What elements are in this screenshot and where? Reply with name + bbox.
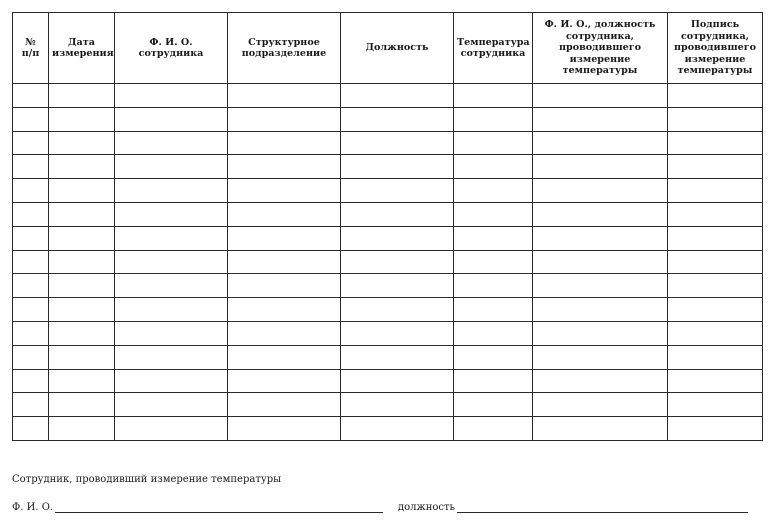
table-row <box>13 155 763 179</box>
column-header-temperature: Температура сотрудника <box>454 13 533 84</box>
table-cell[interactable] <box>115 107 228 131</box>
table-cell[interactable] <box>228 345 341 369</box>
fio-label: Ф. И. О. <box>12 502 54 513</box>
table-cell[interactable] <box>49 274 115 298</box>
table-cell[interactable] <box>668 250 763 274</box>
column-header-measurer-signature: Подпись сотрудника, проводившего измерение температуры <box>668 13 763 84</box>
table-cell[interactable] <box>13 84 49 108</box>
table-cell[interactable] <box>228 369 341 393</box>
table-cell[interactable] <box>454 131 533 155</box>
table-cell[interactable] <box>668 274 763 298</box>
fio-blank-field[interactable] <box>55 500 383 513</box>
table-cell[interactable] <box>49 393 115 417</box>
table-cell[interactable] <box>115 345 228 369</box>
table-cell[interactable] <box>341 250 454 274</box>
table-cell[interactable] <box>13 393 49 417</box>
table-cell[interactable] <box>13 321 49 345</box>
table-cell[interactable] <box>454 298 533 322</box>
table-cell[interactable] <box>13 298 49 322</box>
table-cell[interactable] <box>49 84 115 108</box>
table-row <box>13 298 763 322</box>
table-cell[interactable] <box>228 179 341 203</box>
table-cell[interactable] <box>115 417 228 441</box>
column-header-employee-name: Ф. И. О. сотрудника <box>115 13 228 84</box>
table-cell[interactable] <box>454 84 533 108</box>
column-header-department: Структурное подразделение <box>228 13 341 84</box>
table-cell[interactable] <box>668 107 763 131</box>
table-cell[interactable] <box>668 298 763 322</box>
column-header-number: № п/п <box>13 13 49 84</box>
table-cell[interactable] <box>228 107 341 131</box>
table-cell[interactable] <box>668 321 763 345</box>
table-cell[interactable] <box>341 107 454 131</box>
table-cell[interactable] <box>13 417 49 441</box>
table-cell[interactable] <box>341 274 454 298</box>
table-cell[interactable] <box>115 155 228 179</box>
table-cell[interactable] <box>454 321 533 345</box>
table-row <box>13 345 763 369</box>
table-cell[interactable] <box>533 250 668 274</box>
table-cell[interactable] <box>341 131 454 155</box>
table-cell[interactable] <box>533 202 668 226</box>
table-cell[interactable] <box>115 131 228 155</box>
table-cell[interactable] <box>668 131 763 155</box>
table-row <box>13 369 763 393</box>
table-cell[interactable] <box>668 369 763 393</box>
table-cell[interactable] <box>668 202 763 226</box>
table-cell[interactable] <box>454 369 533 393</box>
table-cell[interactable] <box>228 417 341 441</box>
table-cell[interactable] <box>49 298 115 322</box>
table-cell[interactable] <box>668 393 763 417</box>
table-cell[interactable] <box>115 84 228 108</box>
table-cell[interactable] <box>533 345 668 369</box>
table-cell[interactable] <box>341 84 454 108</box>
table-cell[interactable] <box>115 202 228 226</box>
table-cell[interactable] <box>49 226 115 250</box>
position-blank-field[interactable] <box>457 500 748 513</box>
table-cell[interactable] <box>533 369 668 393</box>
table-cell[interactable] <box>533 107 668 131</box>
table-cell[interactable] <box>533 417 668 441</box>
table-cell[interactable] <box>668 155 763 179</box>
table-cell[interactable] <box>115 274 228 298</box>
table-cell[interactable] <box>228 202 341 226</box>
table-cell[interactable] <box>341 417 454 441</box>
table-cell[interactable] <box>668 417 763 441</box>
table-cell[interactable] <box>228 131 341 155</box>
table-row <box>13 250 763 274</box>
table-cell[interactable] <box>341 369 454 393</box>
table-cell[interactable] <box>341 345 454 369</box>
table-cell[interactable] <box>228 321 341 345</box>
table-cell[interactable] <box>115 226 228 250</box>
table-cell[interactable] <box>13 250 49 274</box>
table-cell[interactable] <box>228 274 341 298</box>
table-cell[interactable] <box>454 155 533 179</box>
table-row <box>13 131 763 155</box>
table-cell[interactable] <box>49 321 115 345</box>
table-cell[interactable] <box>454 417 533 441</box>
table-cell[interactable] <box>454 274 533 298</box>
table-cell[interactable] <box>49 345 115 369</box>
table-cell[interactable] <box>49 155 115 179</box>
table-row <box>13 226 763 250</box>
table-cell[interactable] <box>341 298 454 322</box>
table-cell[interactable] <box>454 345 533 369</box>
table-cell[interactable] <box>454 250 533 274</box>
table-row <box>13 274 763 298</box>
table-cell[interactable] <box>341 155 454 179</box>
table-cell[interactable] <box>533 321 668 345</box>
table-cell[interactable] <box>454 202 533 226</box>
table-cell[interactable] <box>668 226 763 250</box>
table-cell[interactable] <box>13 155 49 179</box>
table-cell[interactable] <box>13 274 49 298</box>
table-cell[interactable] <box>454 226 533 250</box>
table-cell[interactable] <box>228 250 341 274</box>
table-cell[interactable] <box>13 107 49 131</box>
table-cell[interactable] <box>228 84 341 108</box>
table-cell[interactable] <box>533 179 668 203</box>
table-row <box>13 84 763 108</box>
fio-signature-line <box>12 500 383 513</box>
temperature-log-table <box>12 12 763 441</box>
table-cell[interactable] <box>533 131 668 155</box>
table-body <box>13 84 763 441</box>
table-cell[interactable] <box>115 393 228 417</box>
table-cell[interactable] <box>13 345 49 369</box>
table-row <box>13 321 763 345</box>
table-cell[interactable] <box>49 179 115 203</box>
table-cell[interactable] <box>228 298 341 322</box>
position-signature-line <box>398 500 748 513</box>
table-cell[interactable] <box>49 131 115 155</box>
column-header-measurer-name: Ф. И. О., должность сотрудника, проводившего измерение температуры <box>533 13 668 84</box>
table-cell[interactable] <box>341 226 454 250</box>
table-cell[interactable] <box>13 131 49 155</box>
table-cell[interactable] <box>49 417 115 441</box>
table-row <box>13 179 763 203</box>
table-cell[interactable] <box>115 179 228 203</box>
table-cell[interactable] <box>115 369 228 393</box>
position-label: должность <box>398 502 455 513</box>
table-row <box>13 417 763 441</box>
column-header-position: Должность <box>341 13 454 84</box>
table-row <box>13 202 763 226</box>
footer-caption: Сотрудник, проводивший измерение температуры <box>12 474 282 485</box>
table-cell[interactable] <box>13 226 49 250</box>
table-cell[interactable] <box>533 84 668 108</box>
table-cell[interactable] <box>13 202 49 226</box>
table-cell[interactable] <box>668 84 763 108</box>
table-cell[interactable] <box>49 369 115 393</box>
table-cell[interactable] <box>533 298 668 322</box>
table-cell[interactable] <box>454 179 533 203</box>
table-cell[interactable] <box>341 321 454 345</box>
table-cell[interactable] <box>115 250 228 274</box>
table-cell[interactable] <box>49 107 115 131</box>
table-cell[interactable] <box>341 179 454 203</box>
table-header-row <box>13 13 763 84</box>
table-cell[interactable] <box>228 393 341 417</box>
table-cell[interactable] <box>115 321 228 345</box>
table-cell[interactable] <box>533 155 668 179</box>
table-cell[interactable] <box>49 202 115 226</box>
table-cell[interactable] <box>13 369 49 393</box>
table-cell[interactable] <box>454 393 533 417</box>
table-cell[interactable] <box>228 155 341 179</box>
table-cell[interactable] <box>668 179 763 203</box>
table-cell[interactable] <box>533 226 668 250</box>
table-cell[interactable] <box>454 107 533 131</box>
table-cell[interactable] <box>341 202 454 226</box>
table-cell[interactable] <box>49 250 115 274</box>
table-row <box>13 393 763 417</box>
table-row <box>13 107 763 131</box>
table-cell[interactable] <box>341 393 454 417</box>
table-cell[interactable] <box>533 274 668 298</box>
table-cell[interactable] <box>115 298 228 322</box>
table-cell[interactable] <box>668 345 763 369</box>
column-header-date: Дата измерения <box>49 13 115 84</box>
table-cell[interactable] <box>13 179 49 203</box>
table-cell[interactable] <box>228 226 341 250</box>
table-cell[interactable] <box>533 393 668 417</box>
